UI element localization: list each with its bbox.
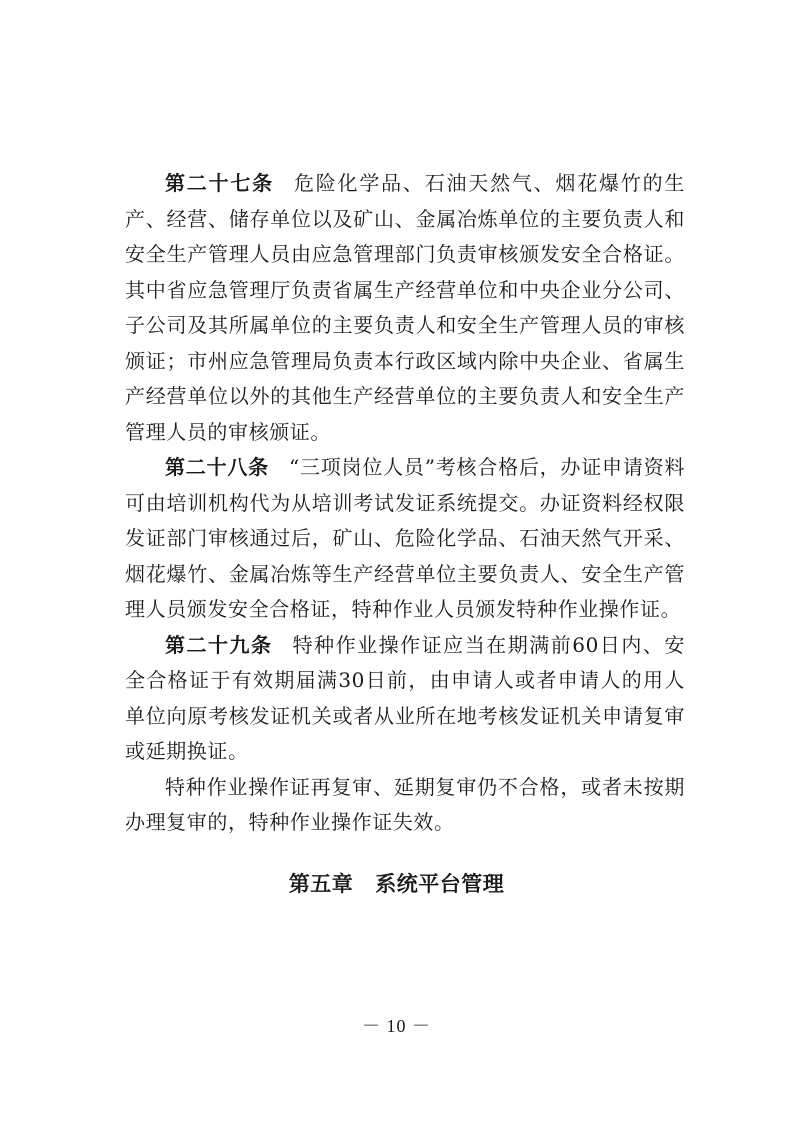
article-29-number: 第二十九条 xyxy=(165,632,273,657)
chapter-number: 第五章 xyxy=(288,872,354,896)
article-27-number: 第二十七条 xyxy=(165,171,274,195)
article-29-text: 特种作业操作证应当在期满前60日内、安全合格证于有效期届满30日前，由申请人或者申请人的用人单位向原考核发证机关或者从业所在地考核发证机关申请复审或延期换证。 xyxy=(125,632,685,763)
article-28 xyxy=(125,450,685,628)
article-28-text: “三项岗位人员”考核合格后，办证申请资料可由培训机构代为从培训考试发证系统提交。办证资料经权限发证部门审核通过后，矿山、危险化学品、石油天然气开采、烟花爆竹、金属冶炼等生产经营单位主要负责人、安全生产管理人员颁发安全合格证，特种作业人员颁发特种作业操作证。 xyxy=(125,455,686,621)
article-29 xyxy=(125,628,685,770)
chapter-title: 系统平台管理 xyxy=(375,872,505,896)
document-body xyxy=(125,166,685,841)
article-29-supplement: 特种作业操作证再复审、延期复审仍不合格，或者未按期办理复审的，特种作业操作证失效。 xyxy=(125,774,685,834)
page-number: － 10 － xyxy=(362,1016,431,1036)
chapter-heading xyxy=(0,868,793,898)
article-27 xyxy=(125,166,685,450)
article-27-text: 危险化学品、石油天然气、烟花爆竹的生产、经营、储存单位以及矿山、金属冶炼单位的主要负责人和安全生产管理人员由应急管理部门负责审核颁发安全合格证。其中省应急管理厅负责省属生产经营单位和中央企业分公司、子公司及其所属单位的主要负责人和安全生产管理人员的审核颁证；市州应急管理局负责本行政区域内除中央企业、省属生产经营单位以外的其他生产经营单位的主要负责人和安全生产管理人员的审核颁证。 xyxy=(125,171,685,444)
article-28-number: 第二十八条 xyxy=(165,455,269,479)
